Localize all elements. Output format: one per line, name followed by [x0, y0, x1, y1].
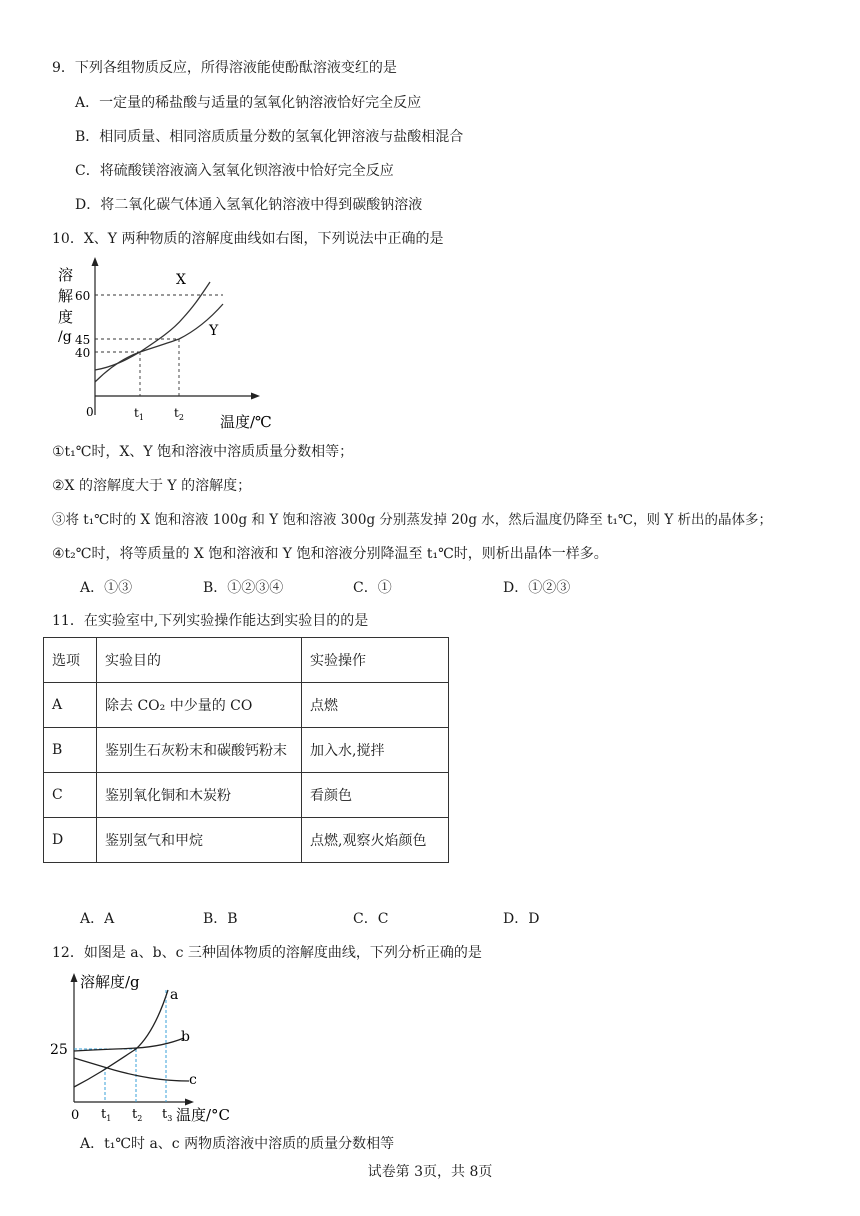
q9-option-b: B．相同质量、相同溶质质量分数的氢氧化钾溶液与盐酸相混合	[75, 129, 464, 145]
q10-xtick-t1: $t_1$	[134, 406, 144, 422]
table-cell: C	[44, 773, 97, 818]
q9-option-c: C．将硫酸镁溶液滴入氢氧化钡溶液中恰好完全反应	[75, 163, 394, 179]
q10-option-b: B．①②③④	[203, 580, 284, 596]
table-header-purpose: 实验目的	[97, 638, 302, 683]
q11-option-b: B．B	[203, 911, 238, 927]
table-cell: A	[44, 683, 97, 728]
table-row	[44, 773, 449, 818]
q9-option-a: A．一定量的稀盐酸与适量的氢氧化钠溶液恰好完全反应	[75, 95, 422, 111]
q12-xlabel: 温度/°C	[176, 1106, 231, 1124]
table-header-option: 选项	[44, 638, 97, 683]
q10-solubility-graph	[48, 255, 288, 435]
q10-ylabel-4: /g	[58, 329, 72, 345]
table-row	[44, 818, 449, 863]
q10-xlabel: 温度/℃	[220, 413, 272, 431]
table-cell: 除去 CO₂ 中少量的 CO	[97, 683, 302, 728]
q12-ytick-25: 25	[50, 1042, 68, 1058]
table-header-operation: 实验操作	[302, 638, 449, 683]
table-cell: 看颜色	[302, 773, 449, 818]
q10-option-d: D．①②③	[503, 580, 571, 596]
q10-statement-1: ①t₁℃时，X、Y 饱和溶液中溶质质量分数相等；	[52, 444, 354, 460]
table-header-row	[44, 638, 449, 683]
q10-stem: 10．X、Y 两种物质的溶解度曲线如右图，下列说法中正确的是	[52, 231, 444, 247]
table-row	[44, 683, 449, 728]
q10-statement-4: ④t₂℃时，将等质量的 X 饱和溶液和 Y 饱和溶液分别降温至 t₁℃时，则析出晶体一样多。	[52, 546, 608, 562]
q11-option-c: C．C	[353, 911, 389, 927]
q10-ylabel-1: 溶	[58, 266, 74, 284]
table-row	[44, 728, 449, 773]
q10-ytick-45: 45	[75, 333, 91, 347]
q12-ylabel: 溶解度/g	[80, 973, 140, 991]
table-cell: 鉴别氢气和甲烷	[97, 818, 302, 863]
q12-curve-label-b: b	[181, 1029, 190, 1045]
q12-solubility-graph	[44, 970, 254, 1130]
q12-xtick-t2: $t_2$	[132, 1107, 143, 1123]
q12-curve-label-a: a	[170, 987, 179, 1003]
q9-option-d: D．将二氧化碳气体通入氢氧化钠溶液中得到碳酸钠溶液	[75, 197, 423, 213]
q10-statement-2: ②X 的溶解度大于 Y 的溶解度；	[52, 478, 252, 494]
q12-xtick-t3: $t_3$	[162, 1107, 173, 1123]
q10-option-c: C．①	[353, 580, 392, 596]
table-cell: 鉴别生石灰粉末和碳酸钙粉末	[97, 728, 302, 773]
table-cell: 加入水,搅拌	[302, 728, 449, 773]
q12-xtick-t1: $t_1$	[101, 1107, 112, 1123]
table-cell: D	[44, 818, 97, 863]
table-cell: 点燃,观察火焰颜色	[302, 818, 449, 863]
q10-curve-label-x: X	[176, 272, 186, 288]
q10-xtick-t2: $t_2$	[174, 406, 184, 422]
page-footer: 试卷第 3页，共 8页	[367, 1164, 493, 1180]
q11-option-a: A．A	[80, 911, 115, 927]
q12-stem: 12．如图是 a、b、c 三种固体物质的溶解度曲线，下列分析正确的是	[52, 945, 482, 961]
q10-ytick-40: 40	[75, 346, 91, 360]
q12-option-a: A．t₁℃时 a、c 两物质溶液中溶质的质量分数相等	[80, 1136, 395, 1152]
q9-stem: 9．下列各组物质反应，所得溶液能使酚酞溶液变红的是	[52, 60, 397, 76]
q11-option-d: D．D	[503, 911, 540, 927]
q11-table	[43, 637, 449, 863]
table-cell: B	[44, 728, 97, 773]
q10-option-a: A．①③	[80, 580, 133, 596]
q12-origin: 0	[71, 1108, 80, 1123]
q10-ytick-60: 60	[75, 289, 91, 303]
table-cell: 点燃	[302, 683, 449, 728]
q10-curve-y	[95, 304, 223, 382]
q10-ylabel-2: 解	[58, 287, 74, 305]
q10-curve-label-y: Y	[209, 323, 219, 339]
q11-stem: 11．在实验室中,下列实验操作能达到实验目的的是	[52, 613, 369, 629]
table-cell: 鉴别氧化铜和木炭粉	[97, 773, 302, 818]
q10-statement-3: ③将 t₁℃时的 X 饱和溶液 100g 和 Y 饱和溶液 300g 分别蒸发掉 20g 水，然后温度仍降至 t₁℃，则 Y 析出的晶体多；	[52, 512, 773, 528]
q10-origin: 0	[86, 405, 94, 419]
q10-ylabel-3: 度	[58, 308, 74, 326]
q12-curve-label-c: c	[189, 1072, 197, 1088]
